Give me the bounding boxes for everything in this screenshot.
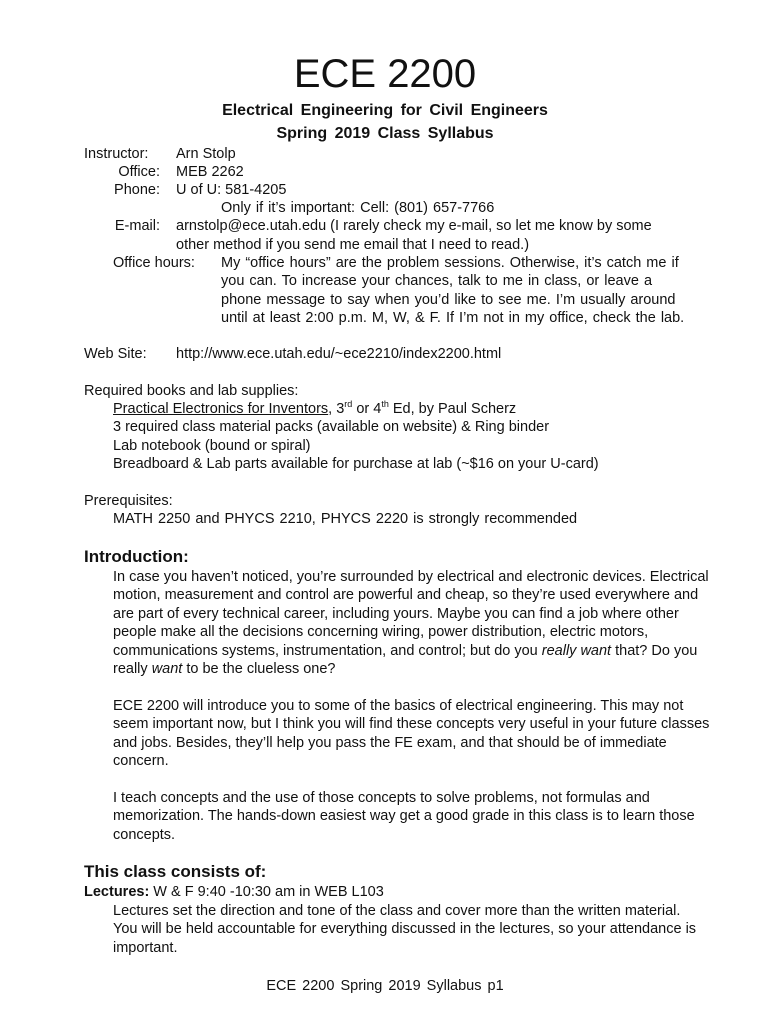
lectures-line <box>84 883 384 901</box>
cell-phone: Only if it’s important: Cell: (801) 657-7766 <box>221 200 495 216</box>
textbook-author: Ed, by Paul Scherz <box>388 401 517 417</box>
office-hours-line: you can. To increase your chances, talk to me in class, or leave a <box>221 273 653 289</box>
email-value: arnstolp@ece.utah.edu (I rarely check my e-mail, so let me know by some <box>176 218 652 234</box>
phone-label: Phone: <box>114 182 160 198</box>
intro-text: to be the clueless one? <box>182 661 336 678</box>
course-title: ECE 2200 <box>293 52 477 96</box>
intro-heading: Introduction: <box>84 547 189 566</box>
intro-emphasis: want <box>151 661 183 678</box>
supply-item: Breadboard & Lab parts available for purchase at lab (~$16 on your U-card) <box>113 456 599 472</box>
syllabus-term: Spring 2019 Class Syllabus <box>276 125 494 142</box>
lectures-label: Lectures: <box>84 884 150 900</box>
instructor-label: Instructor: <box>84 146 149 162</box>
prereq-heading: Prerequisites: <box>84 493 173 509</box>
course-subtitle: Electrical Engineering for Civil Engineers <box>222 102 548 119</box>
page-footer: ECE 2200 Spring 2019 Syllabus p1 <box>266 978 504 994</box>
textbook-title: Practical Electronics for Inventors <box>113 401 329 417</box>
office-hours-line: until at least 2:00 p.m. M, W, & F. If I’m not in my office, check the lab. <box>221 310 685 326</box>
textbook-edition: , 3 <box>328 401 345 417</box>
ordinal-sup: th <box>381 399 389 410</box>
intro-paragraph-1 <box>113 568 711 678</box>
consists-heading: This class consists of: <box>84 862 267 881</box>
office-hours-line: My “office hours” are the problem sessions. Otherwise, it’s catch me if <box>221 255 679 271</box>
books-heading: Required books and lab supplies: <box>84 383 299 399</box>
lectures-description: Lectures set the direction and tone of the class and cover more than the written material. You will be held accountable for everything discussed in the lectures, so your attendance is important. <box>113 903 697 956</box>
instructor-name: Arn Stolp <box>176 146 236 162</box>
intro-emphasis: really want <box>541 642 612 659</box>
intro-text: In case you haven’t noticed, you’re surrounded by electrical and electronic devices. Electrical motion, measurement and control are powerful and cheap, so they’re used everywhere and are part of every technical career, including yours. Maybe you can find a job where other people make all the decisions concerning wiring, power distribution, electric motors, communications systems, instrumentation, and control; but do you <box>113 569 709 659</box>
office-hours-line: phone message to say when you’d like to see me. I’m usually around <box>221 292 676 308</box>
office-label: Office: <box>118 164 160 180</box>
office-hours-label: Office hours: <box>113 255 195 271</box>
lectures-time: W & F 9:40 -10:30 am in WEB L103 <box>149 884 384 900</box>
ordinal-sup: rd <box>344 399 353 410</box>
phone-value: U of U: 581-4205 <box>176 182 287 198</box>
textbook-line <box>113 400 516 418</box>
supply-item: Lab notebook (bound or spiral) <box>113 438 311 454</box>
supply-item: 3 required class material packs (available on website) & Ring binder <box>113 419 550 435</box>
intro-paragraph-2: ECE 2200 will introduce you to some of the basics of electrical engineering. This may not seem important now, but I think you will find these concepts very useful in your future classes and jobs. Besides, they’ll help you pass the FE exam, and that should be of immediate concern. <box>113 698 710 770</box>
email-label: E-mail: <box>114 218 160 234</box>
prereq-text: MATH 2250 and PHYCS 2210, PHYCS 2220 is strongly recommended <box>113 511 578 527</box>
website-link[interactable]: http://www.ece.utah.edu/~ece2210/index2200.html <box>176 346 502 362</box>
intro-paragraph-3: I teach concepts and the use of those concepts to solve problems, not formulas and memorization. The hands-down easiest way get a good grade in this class is to learn those concepts. <box>113 790 695 843</box>
intro-text: that? Do you really <box>113 642 698 678</box>
textbook-edition-alt: or 4 <box>352 401 382 417</box>
office-value: MEB 2262 <box>176 164 244 180</box>
website-label: Web Site: <box>84 346 147 362</box>
email-note: other method if you send me email that I need to read.) <box>176 237 530 253</box>
